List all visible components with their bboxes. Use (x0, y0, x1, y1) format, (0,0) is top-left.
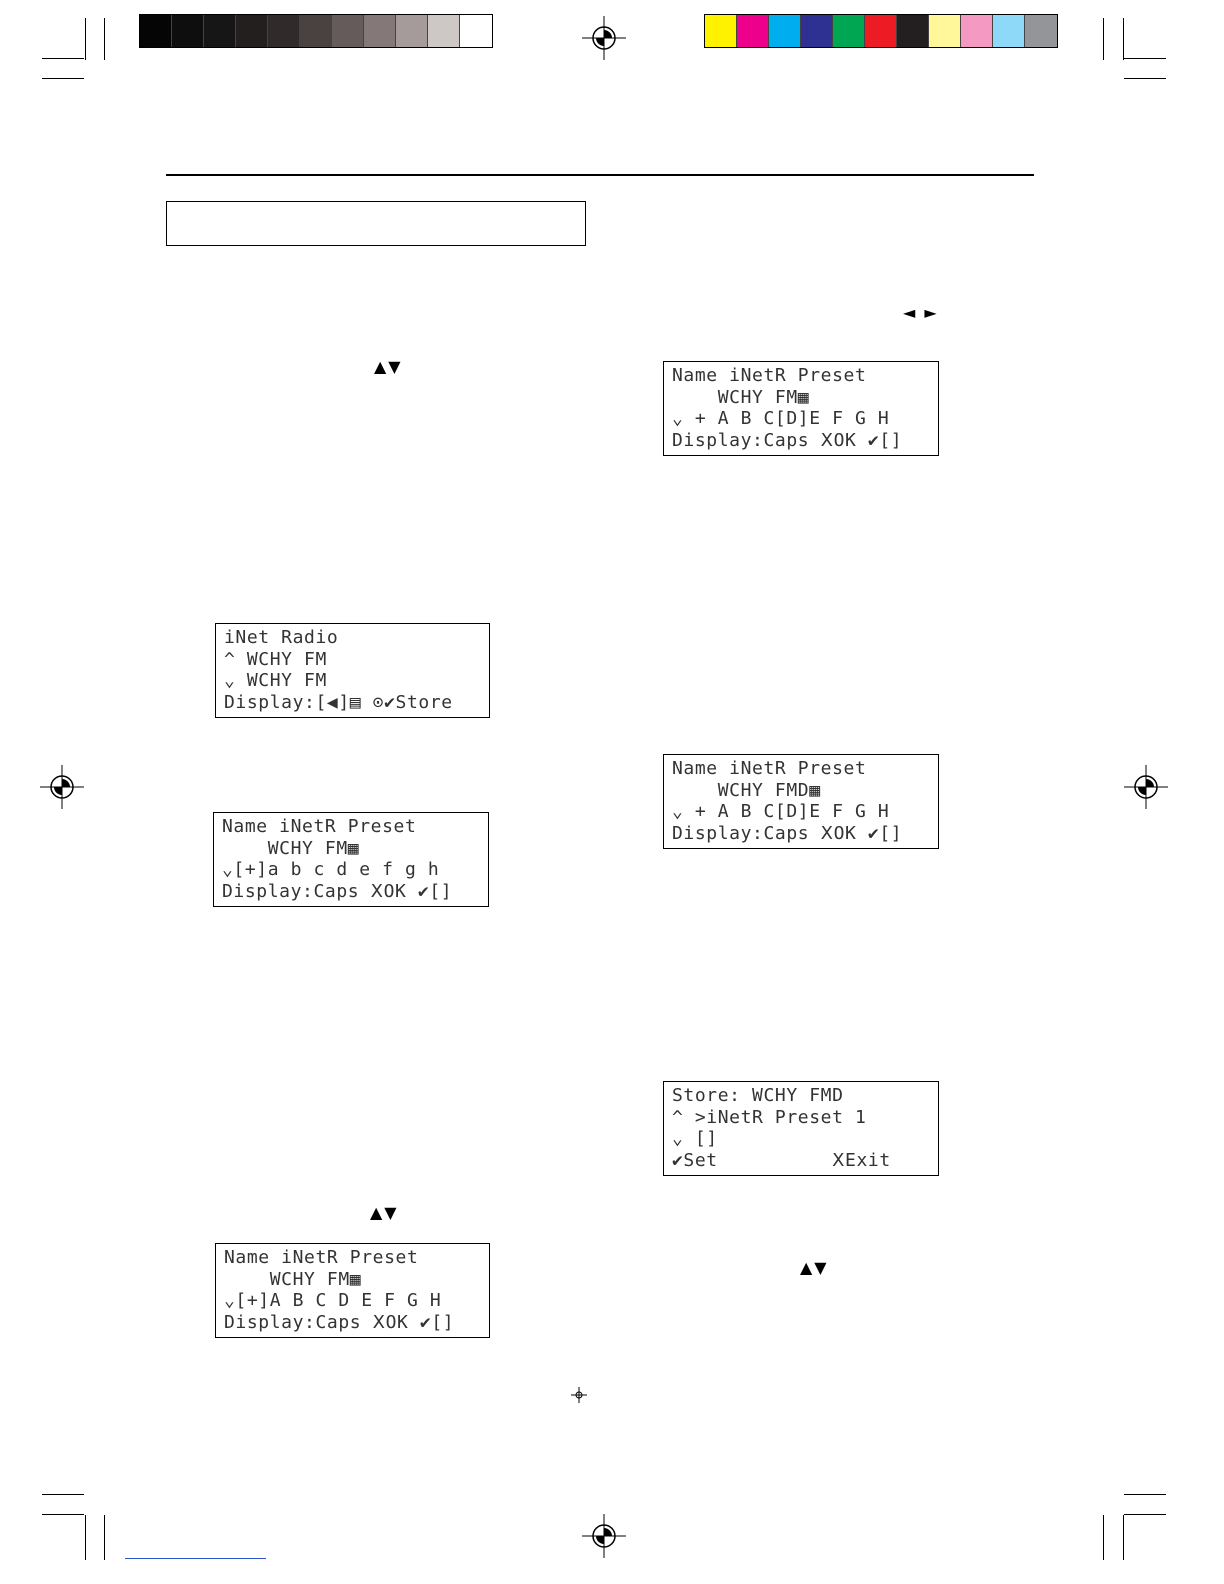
color-swatch (460, 15, 492, 47)
lcd-line: iNet Radio (224, 627, 339, 648)
color-swatch (993, 15, 1025, 47)
registration-mark-icon (582, 16, 626, 60)
grayscale-calibration-bar (139, 14, 493, 48)
lcd-line: Name iNetR Preset (672, 365, 867, 386)
color-swatch (769, 15, 801, 47)
crop-mark (1103, 1515, 1104, 1560)
crop-mark (85, 18, 86, 60)
lcd-line: WCHY FM▦ (224, 1268, 362, 1290)
registration-mark-icon (1124, 765, 1168, 809)
lcd-line: Store: WCHY FMD (672, 1085, 844, 1106)
color-swatch (897, 15, 929, 47)
lcd-line: Display:Caps ⅩOK ✔[] (672, 822, 903, 844)
crop-mark (1124, 58, 1166, 59)
color-swatch (705, 15, 737, 47)
color-swatch (300, 15, 332, 47)
color-swatch (929, 15, 961, 47)
crop-mark (42, 78, 84, 79)
header-rule (166, 174, 1034, 176)
color-swatch (428, 15, 460, 47)
lcd-line: ⌄ + A B C[D]E F G H (672, 408, 890, 429)
lcd-panel-select-d (663, 361, 939, 456)
color-swatch (140, 15, 172, 47)
lcd-panel-name-uppercase (215, 1243, 490, 1338)
lcd-line: ✔Set ⅩExit (672, 1149, 891, 1171)
crop-mark (1124, 1514, 1166, 1515)
color-swatch (236, 15, 268, 47)
color-swatch (1025, 15, 1057, 47)
color-swatch (865, 15, 897, 47)
registration-mark-icon (582, 1514, 626, 1558)
lcd-line: WCHY FMD▦ (672, 779, 821, 801)
bottom-blue-line (125, 1558, 266, 1559)
lcd-line: Name iNetR Preset (224, 1247, 419, 1268)
crop-mark (1123, 18, 1124, 60)
crop-mark (1124, 1494, 1166, 1495)
section-heading-box (166, 201, 586, 246)
crop-mark (42, 1514, 84, 1515)
up-down-arrows-icon: ▲▼ (370, 1203, 399, 1222)
color-swatch (833, 15, 865, 47)
color-swatch (801, 15, 833, 47)
crop-mark (85, 1515, 86, 1560)
crop-mark (1124, 78, 1166, 79)
lcd-panel-store (663, 1081, 939, 1176)
left-right-arrows-icon: ◄ ► (903, 303, 939, 322)
color-calibration-bar (704, 14, 1058, 48)
lcd-line: WCHY FM▦ (672, 386, 810, 408)
lcd-line: ^ >iNetR Preset 1 (672, 1106, 867, 1128)
lcd-line: ^ WCHY FM (224, 648, 327, 670)
lcd-line: Display:[◀]▤ ⊙✔Store (224, 691, 453, 713)
crop-mark (104, 18, 105, 60)
color-swatch (204, 15, 236, 47)
color-swatch (172, 15, 204, 47)
lcd-line: WCHY FM▦ (222, 837, 360, 859)
lcd-line: ⌄[+]A B C D E F G H (224, 1290, 442, 1311)
lcd-panel-inet-radio (215, 623, 490, 718)
lcd-panel-name-lowercase (213, 812, 489, 907)
up-down-arrows-icon: ▲▼ (800, 1258, 829, 1277)
lcd-line: Name iNetR Preset (672, 758, 867, 779)
up-down-arrows-icon: ▲▼ (374, 357, 403, 376)
center-mark-icon (571, 1387, 587, 1403)
lcd-line: ⌄ [] (672, 1128, 718, 1149)
color-swatch (332, 15, 364, 47)
lcd-line: Name iNetR Preset (222, 816, 417, 837)
color-swatch (364, 15, 396, 47)
lcd-panel-entered-d (663, 754, 939, 849)
lcd-line: ⌄ + A B C[D]E F G H (672, 801, 890, 822)
crop-mark (1103, 18, 1104, 60)
lcd-line: Display:Caps ⅩOK ✔[] (672, 429, 903, 451)
lcd-line: ⌄ WCHY FM (224, 670, 327, 691)
color-swatch (737, 15, 769, 47)
color-swatch (268, 15, 300, 47)
crop-mark (1123, 1515, 1124, 1560)
registration-mark-icon (40, 765, 84, 809)
crop-mark (104, 1515, 105, 1560)
lcd-line: Display:Caps ⅩOK ✔[] (222, 880, 453, 902)
crop-mark (42, 58, 84, 59)
color-swatch (961, 15, 993, 47)
lcd-line: Display:Caps ⅩOK ✔[] (224, 1311, 455, 1333)
lcd-line: ⌄[+]a b c d e f g h (222, 859, 440, 880)
color-swatch (396, 15, 428, 47)
crop-mark (42, 1494, 84, 1495)
